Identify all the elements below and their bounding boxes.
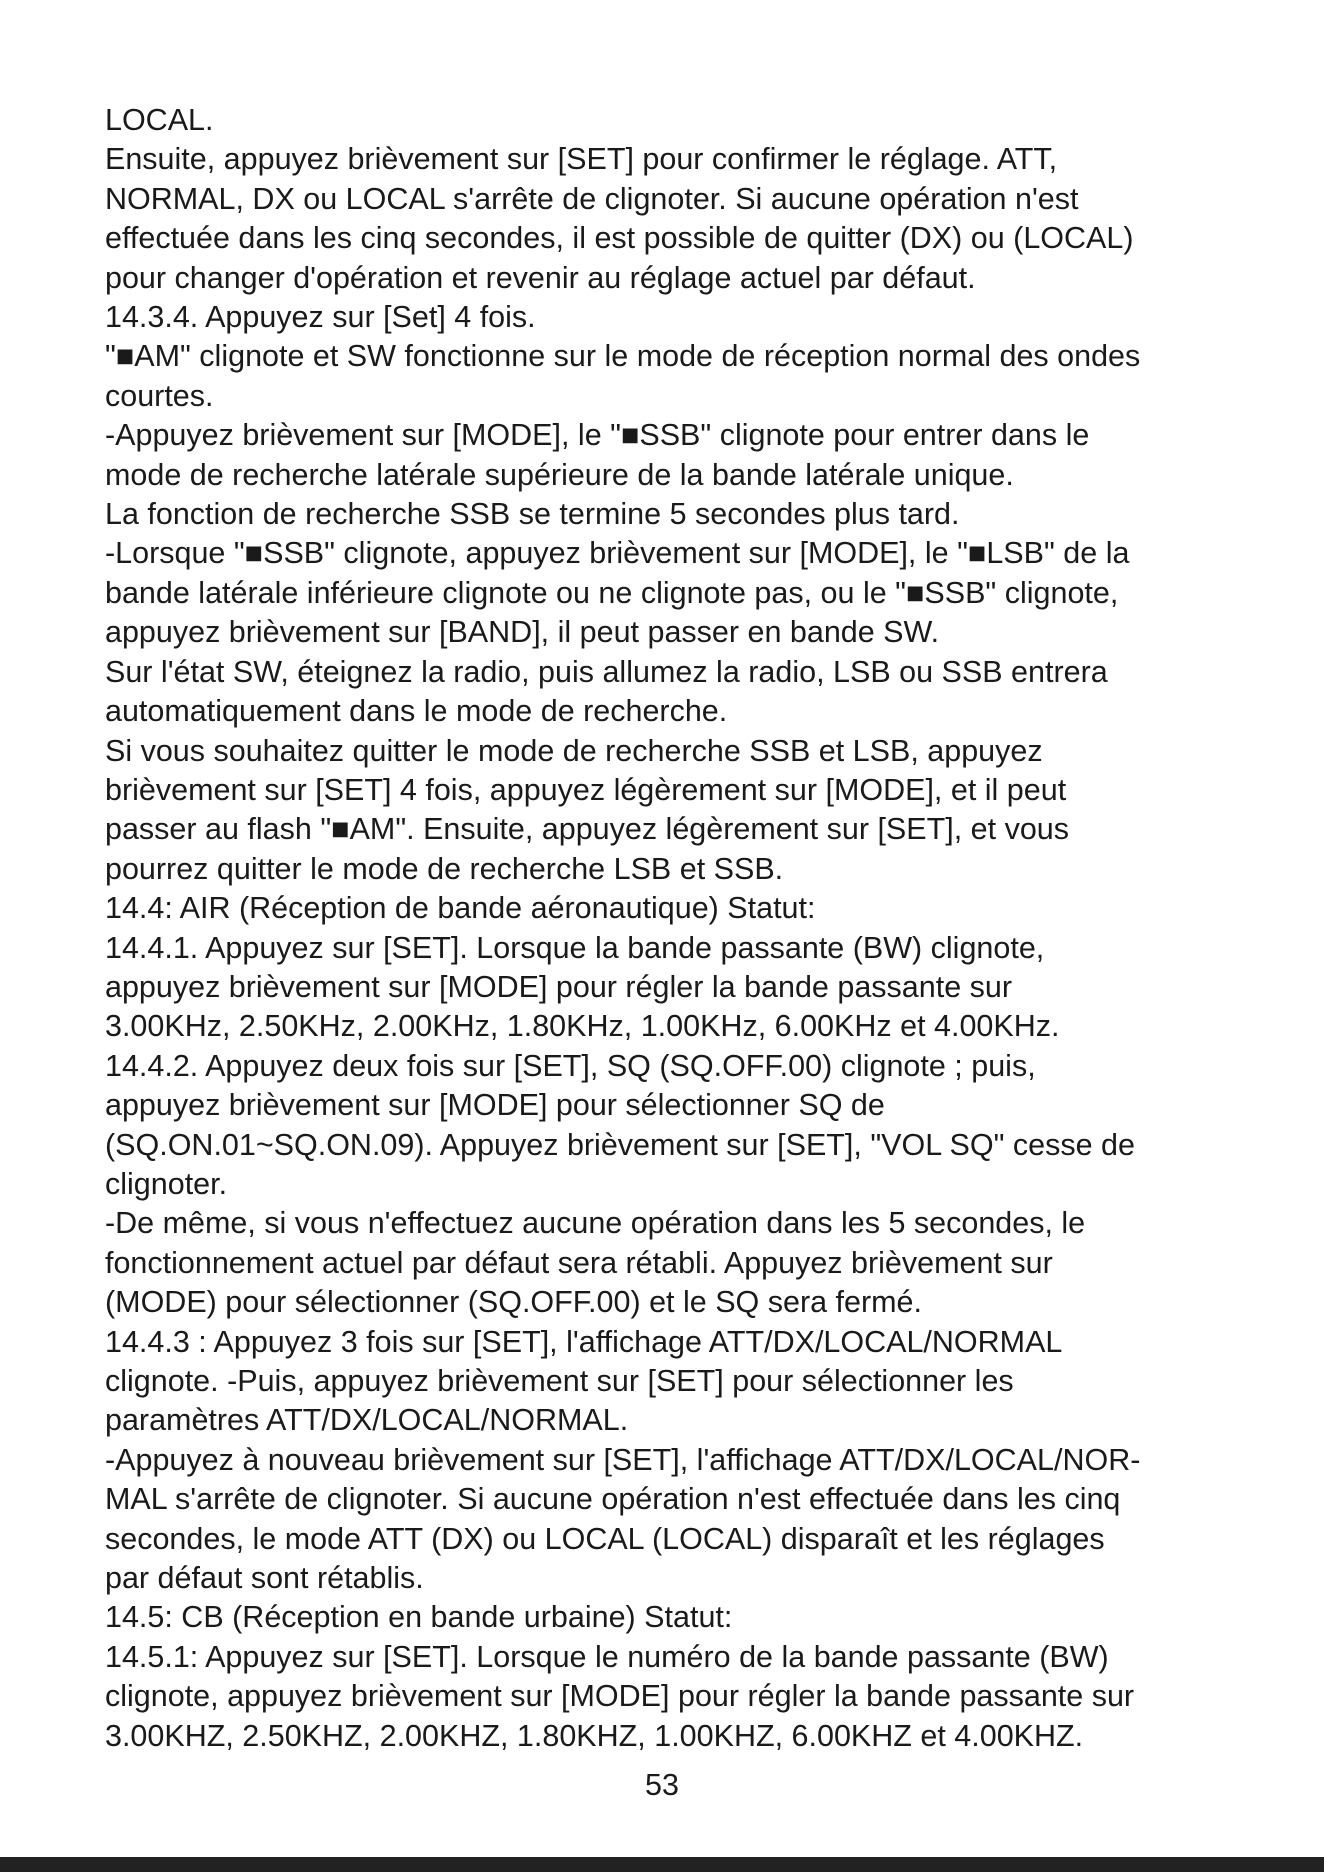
text-line: 14.4.1. Appuyez sur [SET]. Lorsque la bande passante (BW) clignote,: [105, 930, 1045, 965]
text-line: -Lorsque "■SSB" clignote, appuyez brièvement sur [MODE], le "■LSB" de la: [105, 536, 1130, 571]
text-line: 14.3.4. Appuyez sur [Set] 4 fois.: [105, 300, 536, 335]
text-line: Sur l'état SW, éteignez la radio, puis allumez la radio, LSB ou SSB entrera: [105, 654, 1108, 689]
text-line: 14.4.2. Appuyez deux fois sur [SET], SQ (SQ.OFF.00) clignote ; puis,: [105, 1048, 1036, 1083]
text-line: automatiquement dans le mode de recherche.: [105, 694, 728, 729]
text-line: LOCAL.: [105, 103, 214, 137]
text-line: MAL s'arrête de clignoter. Si aucune opération n'est effectuée dans les cinq: [105, 1482, 1121, 1517]
bottom-edge-bar: [0, 1857, 1324, 1872]
text-line: 14.5.1: Appuyez sur [SET]. Lorsque le numéro de la bande passante (BW): [105, 1639, 1109, 1674]
text-line: mode de recherche latérale supérieure de la bande latérale unique.: [105, 457, 1014, 492]
text-line: pourrez quitter le mode de recherche LSB et SSB.: [105, 851, 784, 886]
text-line: clignote, appuyez brièvement sur [MODE] pour régler la bande passante sur: [105, 1679, 1135, 1714]
text-line: pour changer d'opération et revenir au réglage actuel par défaut.: [105, 260, 976, 295]
text-line: par défaut sont rétablis.: [105, 1561, 424, 1596]
text-line: 3.00KHZ, 2.50KHZ, 2.00KHZ, 1.80KHZ, 1.00KHZ, 6.00KHZ et 4.00KHZ.: [105, 1718, 1084, 1753]
text-line: appuyez brièvement sur [MODE] pour régler la bande passante sur: [105, 969, 1013, 1004]
text-line: (SQ.ON.01~SQ.ON.09). Appuyez brièvement sur [SET], "VOL SQ" cesse de: [105, 1127, 1135, 1162]
text-line: 3.00KHz, 2.50KHz, 2.00KHz, 1.80KHz, 1.00KHz, 6.00KHz et 4.00KHz.: [105, 1009, 1060, 1044]
text-line: (MODE) pour sélectionner (SQ.OFF.00) et le SQ sera fermé.: [105, 1285, 922, 1320]
text-line: appuyez brièvement sur [MODE] pour sélectionner SQ de: [105, 1088, 885, 1123]
text-line: 14.5: CB (Réception en bande urbaine) Statut:: [105, 1600, 733, 1635]
text-line: -Appuyez à nouveau brièvement sur [SET], l'affichage ATT/DX/LOCAL/NOR-: [105, 1442, 1141, 1477]
text-line: fonctionnement actuel par défaut sera rétabli. Appuyez brièvement sur: [105, 1245, 1053, 1280]
text-line: secondes, le mode ATT (DX) ou LOCAL (LOCAL) disparaît et les réglages: [105, 1521, 1105, 1556]
text-line: bande latérale inférieure clignote ou ne clignote pas, ou le "■SSB" clignote,: [105, 575, 1119, 610]
text-line: paramètres ATT/DX/LOCAL/NORMAL.: [105, 1403, 629, 1438]
text-line: brièvement sur [SET] 4 fois, appuyez légèrement sur [MODE], et il peut: [105, 772, 1067, 807]
text-line: Si vous souhaitez quitter le mode de recherche SSB et LSB, appuyez: [105, 733, 1043, 768]
text-line: effectuée dans les cinq secondes, il est possible de quitter (DX) ou (LOCAL): [105, 221, 1134, 256]
text-line: La fonction de recherche SSB se termine 5 secondes plus tard.: [105, 497, 960, 532]
text-line: -Appuyez brièvement sur [MODE], le "■SSB" clignote pour entrer dans le: [105, 418, 1090, 453]
text-line: passer au flash "■AM". Ensuite, appuyez légèrement sur [SET], et vous: [105, 812, 1070, 847]
text-line: appuyez brièvement sur [BAND], il peut passer en bande SW.: [105, 615, 940, 650]
text-line: 14.4.3 : Appuyez 3 fois sur [SET], l'affichage ATT/DX/LOCAL/NORMAL: [105, 1324, 1063, 1359]
text-line: courtes.: [105, 378, 214, 413]
text-line: -De même, si vous n'effectuez aucune opération dans les 5 secondes, le: [105, 1206, 1086, 1241]
text-line: 14.4: AIR (Réception de bande aéronautique) Statut:: [105, 891, 816, 926]
text-line: Ensuite, appuyez brièvement sur [SET] pour confirmer le réglage. ATT,: [105, 142, 1058, 177]
text-line: clignoter.: [105, 1166, 228, 1201]
page-number: 53: [645, 1768, 679, 1802]
text-line: clignote. -Puis, appuyez brièvement sur [SET] pour sélectionner les: [105, 1364, 1014, 1398]
text-line: NORMAL, DX ou LOCAL s'arrête de clignoter. Si aucune opération n'est: [105, 181, 1079, 216]
body-text: [105, 101, 1235, 1756]
text-line: "■AM" clignote et SW fonctionne sur le mode de réception normal des ondes: [105, 339, 1141, 374]
